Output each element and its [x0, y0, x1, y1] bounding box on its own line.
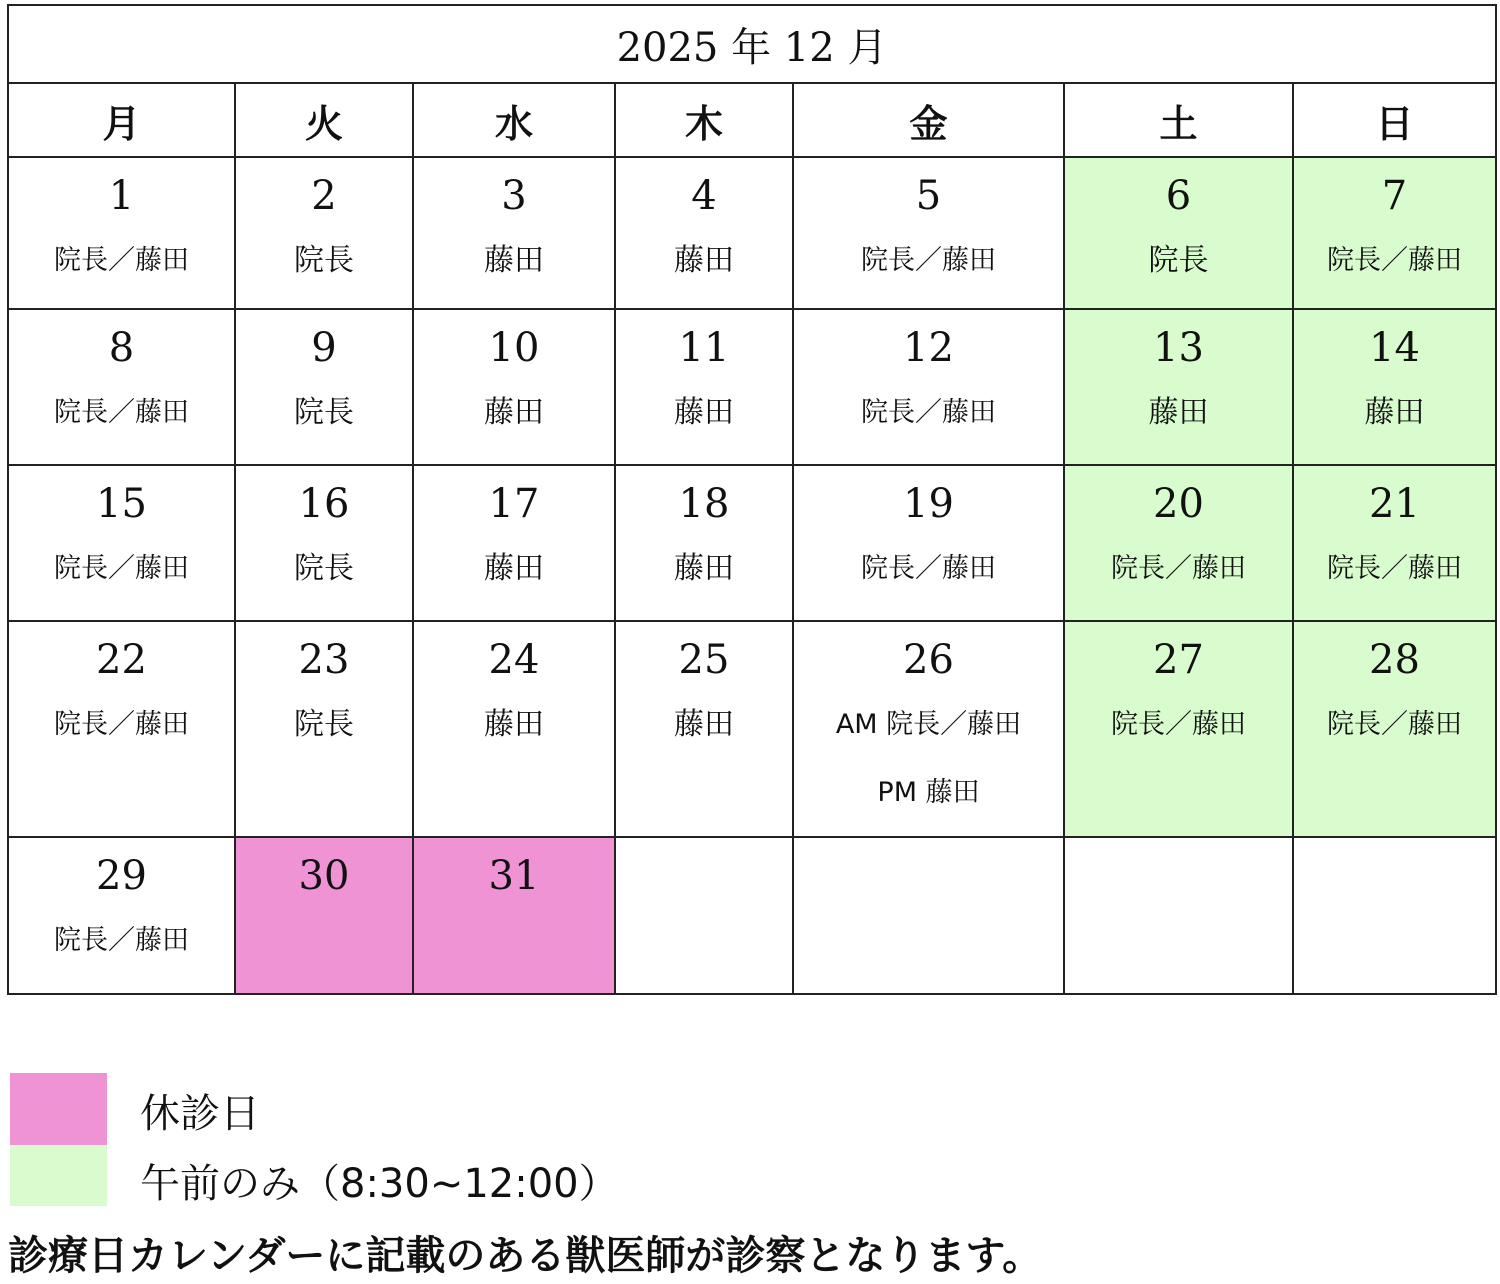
- doctor-schedule: 院長／藤田: [1327, 709, 1462, 740]
- day-cell: [1064, 157, 1293, 309]
- doctor-schedule: 藤田: [1364, 395, 1425, 430]
- doctor-schedule: 藤田: [674, 395, 734, 430]
- day-number: 16: [298, 481, 350, 527]
- doctor-schedule: 院長／藤田: [861, 397, 996, 428]
- weekday-header: 土: [1064, 83, 1293, 157]
- day-cell: [1293, 465, 1496, 621]
- doctor-schedule: 藤田: [484, 395, 544, 430]
- doctor-schedule: 院長／藤田: [1111, 553, 1246, 584]
- day-cell: [793, 309, 1064, 465]
- day-number: 25: [678, 637, 730, 683]
- day-cell: [615, 157, 793, 309]
- day-cell: [8, 157, 235, 309]
- doctor-schedule: 院長／藤田: [54, 245, 189, 276]
- day-cell: [235, 465, 413, 621]
- day-cell: [615, 837, 793, 994]
- day-cell: [1064, 465, 1293, 621]
- doctor-schedule: 院長: [294, 395, 354, 430]
- day-cell: [413, 309, 615, 465]
- legend-closed-label: 休診日: [140, 1091, 260, 1137]
- day-cell: [1293, 157, 1496, 309]
- doctor-schedule: 藤田: [674, 551, 734, 586]
- doctor-schedule: 院長／藤田: [54, 397, 189, 428]
- day-cell: [793, 157, 1064, 309]
- doctor-schedule: 院長／藤田: [861, 245, 996, 276]
- doctor-schedule: 院長／藤田: [861, 553, 996, 584]
- day-number: 1: [108, 173, 135, 219]
- day-number: 20: [1153, 481, 1204, 527]
- day-cell: [8, 309, 235, 465]
- weekday-header: 月: [8, 83, 235, 157]
- calendar-body: [8, 157, 1496, 994]
- day-number: 29: [96, 853, 147, 899]
- day-cell: [235, 309, 413, 465]
- day-cell: [615, 621, 793, 837]
- legend-am-label: 午前のみ（8:30~12:00）: [140, 1161, 619, 1207]
- doctor-schedule: 院長／藤田: [1327, 553, 1462, 584]
- day-number: 9: [311, 325, 337, 371]
- day-number: 2: [311, 173, 337, 219]
- calendar-table: [7, 4, 1497, 995]
- day-cell: [8, 621, 235, 837]
- doctor-schedule: 藤田: [1148, 395, 1209, 430]
- legend-am-swatch: [10, 1145, 107, 1206]
- doctor-schedule: 院長: [294, 243, 354, 278]
- day-cell: [413, 837, 615, 994]
- day-number: 21: [1369, 481, 1420, 527]
- day-cell: [413, 157, 615, 309]
- weekday-header: 木: [615, 83, 793, 157]
- day-number: 11: [678, 325, 730, 371]
- week-row: [8, 157, 1496, 309]
- day-cell: [1064, 837, 1293, 994]
- day-cell: [8, 465, 235, 621]
- doctor-schedule: 院長: [1148, 243, 1209, 278]
- day-number: 19: [903, 481, 954, 527]
- doctor-schedule: 院長: [294, 707, 354, 742]
- day-cell: [1293, 309, 1496, 465]
- day-number: 24: [488, 637, 540, 683]
- day-cell: [1293, 621, 1496, 837]
- day-cell: [793, 465, 1064, 621]
- day-number: 10: [488, 325, 540, 371]
- day-number: 23: [298, 637, 350, 683]
- day-cell: [413, 465, 615, 621]
- day-cell: [235, 157, 413, 309]
- doctor-schedule: 院長: [294, 551, 354, 586]
- weekday-header: 日: [1293, 83, 1496, 157]
- doctor-schedule: 藤田: [484, 707, 544, 742]
- doctor-schedule: 藤田: [674, 707, 734, 742]
- doctor-schedule: 藤田: [484, 243, 544, 278]
- day-number: 22: [96, 637, 147, 683]
- day-cell: [615, 309, 793, 465]
- day-number: 12: [903, 325, 954, 371]
- day-number: 4: [691, 173, 717, 219]
- day-number: 3: [501, 173, 527, 219]
- day-number: 8: [108, 325, 135, 371]
- day-number: 17: [488, 481, 540, 527]
- week-row: [8, 837, 1496, 994]
- doctor-schedule: 院長／藤田: [54, 709, 189, 740]
- day-number: 6: [1165, 173, 1192, 219]
- day-cell: [1064, 621, 1293, 837]
- legend-closed-swatch: [10, 1073, 107, 1145]
- day-cell: [1064, 309, 1293, 465]
- doctor-schedule-pm: PM 藤田: [877, 777, 980, 808]
- day-number: 18: [678, 481, 730, 527]
- doctor-schedule: 院長／藤田: [54, 553, 189, 584]
- day-cell: [235, 621, 413, 837]
- doctor-schedule: 院長／藤田: [54, 925, 189, 956]
- footer-note: 診療日カレンダーに記載のある獣医師が診察となります。: [8, 1233, 1043, 1279]
- weekday-header: 火: [235, 83, 413, 157]
- day-cell: [8, 837, 235, 994]
- day-number: 30: [298, 853, 350, 899]
- day-cell: [413, 621, 615, 837]
- day-number: 7: [1381, 173, 1408, 219]
- calendar-title: 2025 年 12 月: [8, 5, 1496, 83]
- day-number: 27: [1153, 637, 1204, 683]
- day-number: 14: [1369, 325, 1420, 371]
- week-row: [8, 465, 1496, 621]
- day-cell: [235, 837, 413, 994]
- doctor-schedule: 院長／藤田: [1111, 709, 1246, 740]
- doctor-schedule: 藤田: [484, 551, 544, 586]
- weekday-header: 水: [413, 83, 615, 157]
- doctor-schedule: 藤田: [674, 243, 734, 278]
- day-cell: [793, 621, 1064, 837]
- day-number: 26: [903, 637, 954, 683]
- week-row: [8, 621, 1496, 837]
- weekday-header-row: [8, 83, 1496, 157]
- day-number: 13: [1153, 325, 1204, 371]
- day-cell: [615, 465, 793, 621]
- weekday-header: 金: [793, 83, 1064, 157]
- day-number: 15: [96, 481, 147, 527]
- week-row: [8, 309, 1496, 465]
- doctor-schedule: AM 院長／藤田: [835, 709, 1022, 740]
- day-number: 5: [915, 173, 942, 219]
- day-cell: [1293, 837, 1496, 994]
- day-cell: [793, 837, 1064, 994]
- day-number: 28: [1369, 637, 1420, 683]
- day-number: 31: [488, 853, 540, 899]
- doctor-schedule: 院長／藤田: [1327, 245, 1462, 276]
